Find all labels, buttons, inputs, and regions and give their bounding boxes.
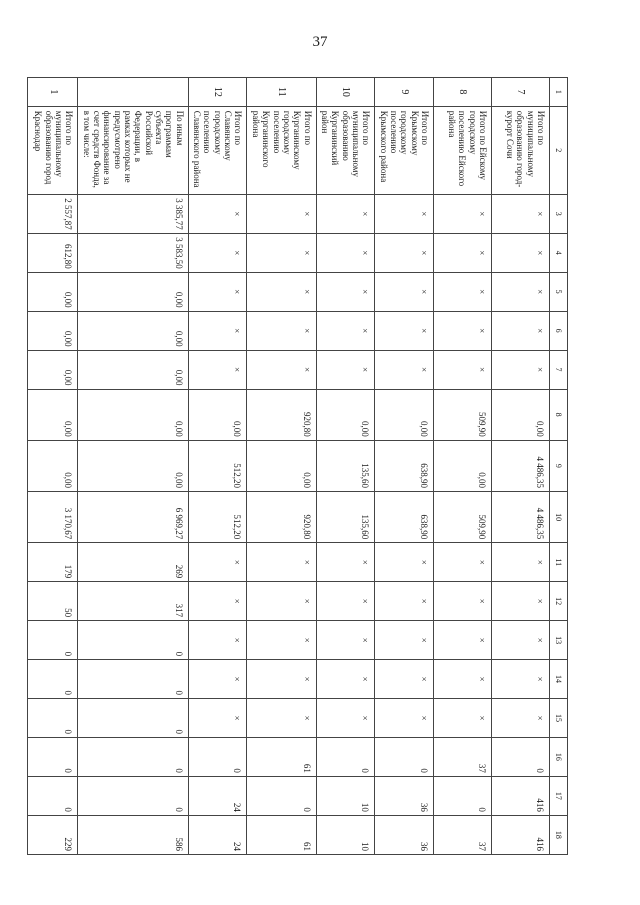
- column-header: 12: [550, 582, 568, 621]
- table-cell: 638,90: [375, 440, 434, 491]
- data-table: [27, 77, 568, 855]
- column-header: 14: [550, 660, 568, 699]
- table-cell: 3 583,50: [78, 233, 188, 272]
- table-cell: ×: [247, 699, 316, 738]
- table-cell: ×: [375, 233, 434, 272]
- table-cell: 0: [188, 737, 247, 776]
- table-cell: 920,80: [247, 492, 316, 543]
- row-number-cell: 8: [434, 78, 492, 107]
- table-cell: 6 969,27: [78, 492, 188, 543]
- table-row: [375, 78, 434, 855]
- table-cell: ×: [247, 660, 316, 699]
- table-cell: 0: [28, 699, 78, 738]
- column-header: 18: [550, 815, 568, 854]
- table-cell: ×: [188, 272, 247, 311]
- column-header: 17: [550, 776, 568, 815]
- table-cell: 4 486,35: [492, 492, 550, 543]
- table-cell: 50: [28, 582, 78, 621]
- table-cell: 269: [78, 543, 188, 582]
- table-cell: ×: [247, 350, 316, 389]
- table-cell: 0,00: [78, 440, 188, 491]
- table-cell: ×: [247, 233, 316, 272]
- table-cell: ×: [434, 660, 492, 699]
- column-header: 15: [550, 699, 568, 738]
- table-cell: 0,00: [188, 389, 247, 440]
- table-cell: ×: [188, 194, 247, 233]
- table-row: [492, 78, 550, 855]
- table-cell: 509,90: [434, 492, 492, 543]
- table-cell: 0: [78, 699, 188, 738]
- table-cell: ×: [247, 311, 316, 350]
- table-header: [550, 78, 568, 855]
- table-cell: 0,00: [28, 311, 78, 350]
- table-cell: 586: [78, 815, 188, 854]
- column-header: 3: [550, 194, 568, 233]
- table-cell: 0: [28, 737, 78, 776]
- table-cell: 36: [375, 776, 434, 815]
- table-cell: ×: [188, 699, 247, 738]
- table-cell: ×: [492, 699, 550, 738]
- header-row: [550, 78, 568, 855]
- table-cell: ×: [492, 582, 550, 621]
- table-cell: ×: [375, 699, 434, 738]
- table-cell: 0,00: [316, 389, 375, 440]
- table-cell: ×: [434, 543, 492, 582]
- table-cell: ×: [434, 311, 492, 350]
- table-cell: ×: [316, 272, 375, 311]
- table-cell: ×: [434, 233, 492, 272]
- table-cell: 24: [188, 776, 247, 815]
- table-row: [188, 78, 247, 855]
- table-cell: 24: [188, 815, 247, 854]
- table-cell: ×: [375, 582, 434, 621]
- table-cell: ×: [434, 350, 492, 389]
- table-cell: 612,80: [28, 233, 78, 272]
- table-cell: 0,00: [78, 389, 188, 440]
- data-table-rotated: [33, 77, 568, 855]
- table-row: [78, 78, 188, 855]
- table-cell: 0,00: [28, 440, 78, 491]
- table-cell: 0: [28, 776, 78, 815]
- table-cell: 0,00: [78, 272, 188, 311]
- table-cell: ×: [492, 233, 550, 272]
- table-cell: 135,60: [316, 440, 375, 491]
- table-cell: ×: [375, 543, 434, 582]
- table-cell: 0,00: [78, 311, 188, 350]
- page-number: 37: [312, 34, 328, 50]
- table-cell: ×: [316, 621, 375, 660]
- column-header: 9: [550, 440, 568, 491]
- table-cell: 0,00: [492, 389, 550, 440]
- table-cell: 61: [247, 737, 316, 776]
- table-cell: ×: [247, 543, 316, 582]
- table-cell: ×: [188, 582, 247, 621]
- table-cell: 179: [28, 543, 78, 582]
- table-cell: 0,00: [78, 350, 188, 389]
- table-cell: ×: [434, 621, 492, 660]
- table-cell: 2 557,87: [28, 194, 78, 233]
- table-cell: 416: [492, 815, 550, 854]
- table-cell: 0,00: [28, 389, 78, 440]
- row-label-cell: Итого по муниципальному образованию Курганинский район: [316, 106, 375, 194]
- table-cell: 0: [434, 776, 492, 815]
- column-header: 7: [550, 350, 568, 389]
- table-cell: ×: [492, 543, 550, 582]
- table-cell: 638,90: [375, 492, 434, 543]
- row-label-cell: Итого по Ейскому городскому поселению Ейского района: [434, 106, 492, 194]
- table-cell: 61: [247, 815, 316, 854]
- table-cell: ×: [375, 194, 434, 233]
- table-row: [247, 78, 316, 855]
- table-cell: ×: [188, 233, 247, 272]
- row-number-cell: 11: [247, 78, 316, 107]
- row-number-cell: 1: [28, 78, 78, 107]
- table-cell: ×: [316, 582, 375, 621]
- table-cell: ×: [316, 350, 375, 389]
- column-header: 16: [550, 737, 568, 776]
- table-cell: 0,00: [28, 350, 78, 389]
- table-cell: ×: [434, 272, 492, 311]
- table-cell: 0,00: [375, 389, 434, 440]
- column-header: 2: [550, 106, 568, 194]
- table-cell: ×: [375, 621, 434, 660]
- table-cell: 37: [434, 737, 492, 776]
- table-cell: 0: [247, 776, 316, 815]
- table-cell: 0,00: [434, 440, 492, 491]
- table-cell: ×: [247, 272, 316, 311]
- row-label-cell: По иным программам субъекта Российской Федерации, в рамках которых не предусмотрено финансирование за счет средств Фонда, в том числе:: [78, 106, 188, 194]
- table-cell: 0,00: [28, 272, 78, 311]
- row-label-cell: Итого по Крымскому городскому поселению Крымского района: [375, 106, 434, 194]
- table-cell: 317: [78, 582, 188, 621]
- table-cell: 0: [78, 737, 188, 776]
- row-number-cell: 10: [316, 78, 375, 107]
- table-cell: 36: [375, 815, 434, 854]
- column-header: 8: [550, 389, 568, 440]
- table-cell: ×: [247, 194, 316, 233]
- table-cell: 4 486,35: [492, 440, 550, 491]
- table-cell: 0: [78, 776, 188, 815]
- table-cell: 920,80: [247, 389, 316, 440]
- table-cell: 0,00: [247, 440, 316, 491]
- row-label-cell: Итого по муниципальному образованию город-курорт Сочи: [492, 106, 550, 194]
- row-number-cell: [78, 78, 188, 107]
- column-header: 5: [550, 272, 568, 311]
- table-cell: ×: [188, 311, 247, 350]
- table-cell: ×: [375, 272, 434, 311]
- column-header: 10: [550, 492, 568, 543]
- table-cell: ×: [375, 660, 434, 699]
- table-cell: ×: [492, 194, 550, 233]
- table-cell: ×: [316, 194, 375, 233]
- row-number-cell: 12: [188, 78, 247, 107]
- column-header: 1: [550, 78, 568, 107]
- table-row: [434, 78, 492, 855]
- row-label-cell: Итого по муниципальному образованию город Краснодар: [28, 106, 78, 194]
- column-header: 11: [550, 543, 568, 582]
- table-row: [28, 78, 78, 855]
- table-cell: ×: [188, 350, 247, 389]
- table-cell: ×: [188, 543, 247, 582]
- table-cell: ×: [316, 311, 375, 350]
- table-cell: 509,90: [434, 389, 492, 440]
- table-cell: 512,20: [188, 492, 247, 543]
- table-cell: 0: [375, 737, 434, 776]
- column-header: 4: [550, 233, 568, 272]
- table-cell: ×: [316, 233, 375, 272]
- row-number-cell: 9: [375, 78, 434, 107]
- table-cell: 10: [316, 815, 375, 854]
- row-label-cell: Итого по Курганинскому городскому поселению Курганинского района: [247, 106, 316, 194]
- table-cell: ×: [316, 543, 375, 582]
- table-cell: 0: [316, 737, 375, 776]
- table-cell: ×: [247, 621, 316, 660]
- column-header: 13: [550, 621, 568, 660]
- row-number-cell: 7: [492, 78, 550, 107]
- table-cell: 37: [434, 815, 492, 854]
- table-cell: ×: [375, 311, 434, 350]
- table-cell: ×: [316, 699, 375, 738]
- table-cell: ×: [316, 660, 375, 699]
- table-cell: ×: [492, 311, 550, 350]
- table-cell: 416: [492, 776, 550, 815]
- table-cell: ×: [375, 350, 434, 389]
- table-cell: 3 385,77: [78, 194, 188, 233]
- table-cell: ×: [492, 272, 550, 311]
- table-cell: 10: [316, 776, 375, 815]
- column-header: 6: [550, 311, 568, 350]
- table-cell: 0: [492, 737, 550, 776]
- table-row: [316, 78, 375, 855]
- table-cell: 135,60: [316, 492, 375, 543]
- row-label-cell: Итого по Славянскому городскому поселению Славянского района: [188, 106, 247, 194]
- table-cell: 3 170,67: [28, 492, 78, 543]
- table-cell: ×: [434, 194, 492, 233]
- table-cell: ×: [434, 582, 492, 621]
- table-cell: ×: [434, 699, 492, 738]
- table-cell: ×: [492, 660, 550, 699]
- table-cell: 229: [28, 815, 78, 854]
- table-cell: 0: [78, 621, 188, 660]
- table-cell: ×: [247, 582, 316, 621]
- table-cell: ×: [492, 621, 550, 660]
- table-cell: 512,20: [188, 440, 247, 491]
- table-cell: ×: [188, 660, 247, 699]
- table-body: [28, 78, 550, 855]
- table-cell: ×: [492, 350, 550, 389]
- table-cell: 0: [28, 621, 78, 660]
- table-cell: 0: [78, 660, 188, 699]
- table-cell: 0: [28, 660, 78, 699]
- table-cell: ×: [188, 621, 247, 660]
